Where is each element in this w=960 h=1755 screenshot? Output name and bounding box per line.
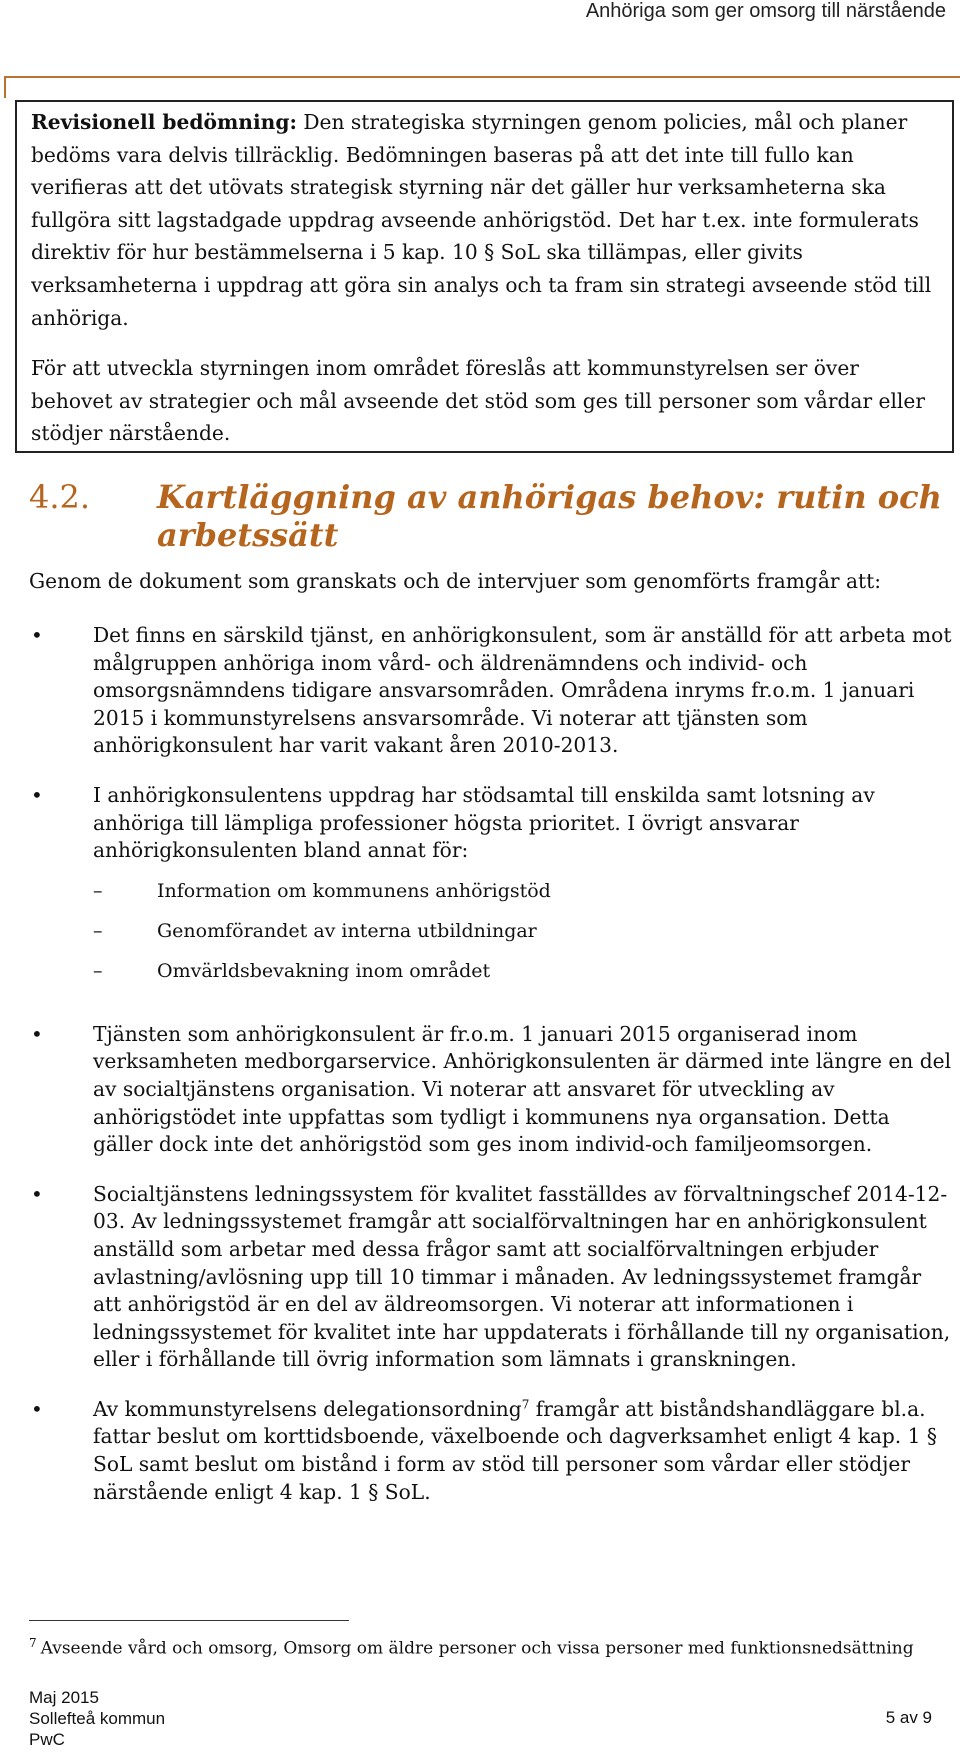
bullet-icon: • [31, 782, 43, 807]
sub-list-item [93, 919, 954, 959]
page-footer [29, 1687, 165, 1750]
header-rule-tick [4, 76, 6, 98]
bullet-list [29, 622, 954, 1528]
footnote [29, 1632, 954, 1660]
bullet-icon: • [31, 623, 43, 647]
list-item [29, 782, 954, 999]
footnote-divider [29, 1620, 349, 1621]
footnote-text: Avseende vård och omsorg, Omsorg om äldre personer och vissa personer med funktionsnedsättning [40, 1638, 914, 1659]
assessment-text: Den strategiska styrningen genom policies, mål och planer bedöms vara delvis tillräcklig. Bedömningen baseras på att det inte till fullo kan verifieras att det utövats strategisk styrning när det gäller hur verksamheterna ska fullgöra sitt lagstadgade uppdrag avseende anhörigstöd. Det har t.ex. inte formulerats direktiv för hur bestämmelserna i 5 kap. 10 § SoL ska tillämpas, eller givits verksamheterna i uppdrag att göra sin analys och ta fram sin strategi avseende stöd till anhöriga. [31, 110, 932, 330]
dash-icon: – [93, 959, 103, 982]
list-item [29, 622, 954, 760]
bullet-icon: • [31, 1021, 43, 1046]
list-item-text: Det finns en särskild tjänst, en anhörigkonsulent, som är anställd för att arbeta mot målgruppen anhöriga inom vård- och äldrenämndens och individ- och omsorgsnämndens tidigare ansvarsområden. Områdena inryms fr.o.m. 1 januari 2015 i kommunstyrelsens ansvarsområde. Vi noterar att tjänsten som anhörigkonsulent har varit vakant åren 2010-2013. [93, 623, 952, 758]
list-item-text: Socialtjänstens ledningssystem för kvalitet fasställdes av förvaltningschef 2014-12-03. Av ledningssystemet framgår att socialförvaltningen har en anhörigkonsulent anställd som arbetar med dessa frågor samt att socialförvaltningen erbjuder avlastning/avlösning upp till 10 timmar i månaden. Av ledningssystemet framgår att anhörigstöd är en del av äldreomsorgen. Vi noterar att informationen i ledningssystemet för kvalitet inte har uppdaterats i förhållande till ny organisation, eller i förhållande till övrig information som lämnats i granskningen. [93, 1181, 951, 1372]
sub-list-item-text: Genomförandet av interna utbildningar [157, 919, 537, 942]
list-item-text-part1: Av kommunstyrelsens delegationsordning [93, 1396, 522, 1421]
section-title: Kartläggning av anhörigas behov: rutin och arbetssätt [157, 478, 942, 554]
footnote-number: 7 [29, 1636, 37, 1650]
list-item [29, 1181, 954, 1374]
running-header-title: Anhöriga som ger omsorg till närstående [585, 0, 946, 22]
sub-list-item-text: Information om kommunens anhörigstöd [157, 879, 551, 902]
footer-date: Maj 2015 [29, 1688, 99, 1707]
bullet-icon: • [31, 1181, 43, 1206]
assessment-box [15, 100, 954, 453]
dash-icon: – [93, 919, 103, 942]
list-item-text: Tjänsten som anhörigkonsulent är fr.o.m. 1 januari 2015 organiserad inom verksamheten medborgarservice. Anhörigkonsulenten är därmed inte längre en del av socialtjänstens organisation. Vi noterar att ansvaret för utveckling av anhörigstödet inte uppfattas som tydligt i kommunens nya organsation. Detta gäller dock inte det anhörigstöd som ges inom individ-och familjeomsorgen. [93, 1021, 952, 1157]
page-number: 5 av 9 [885, 1708, 932, 1727]
list-item-text-part2: framgår att biståndshandläggare bl.a. fattar beslut om korttidsboende, växelboende och dagverksamhet enligt 4 kap. 1 § SoL samt beslut om bistånd i form av stöd till personer som vårdar eller stödjer närstående enligt 4 kap. 1 § SoL. [93, 1396, 938, 1504]
section-intro: Genom de dokument som granskats och de intervjuer som genomförts framgår att: [29, 569, 882, 593]
footer-organization: Sollefteå kommun [29, 1709, 166, 1728]
sub-list [93, 879, 954, 999]
list-item [29, 1021, 954, 1159]
sub-list-item [93, 879, 954, 919]
sub-list-item [93, 959, 954, 999]
list-item [29, 1396, 954, 1506]
assessment-label: Revisionell bedömning: [31, 110, 297, 134]
assessment-paragraph-2: För att utveckla styrningen inom området föreslås att kommunstyrelsen ser över behovet av strategier och mål avseende det stöd som ges till personer som vårdar eller stödjer närstående. [31, 356, 925, 446]
dash-icon: – [93, 879, 103, 902]
section-number: 4.2. [29, 478, 91, 516]
bullet-icon: • [31, 1396, 43, 1421]
header-rule [4, 76, 960, 78]
assessment-paragraph-1 [31, 106, 938, 334]
footer-company: PwC [29, 1730, 65, 1749]
footnote-reference[interactable]: 7 [521, 1397, 530, 1412]
list-item-text: I anhörigkonsulentens uppdrag har stödsamtal till enskilda samt lotsning av anhöriga till lämpliga professioner högsta prioritet. I övrigt ansvarar anhörigkonsulenten bland annat för: [93, 782, 875, 863]
sub-list-item-text: Omvärldsbevakning inom området [157, 959, 491, 982]
